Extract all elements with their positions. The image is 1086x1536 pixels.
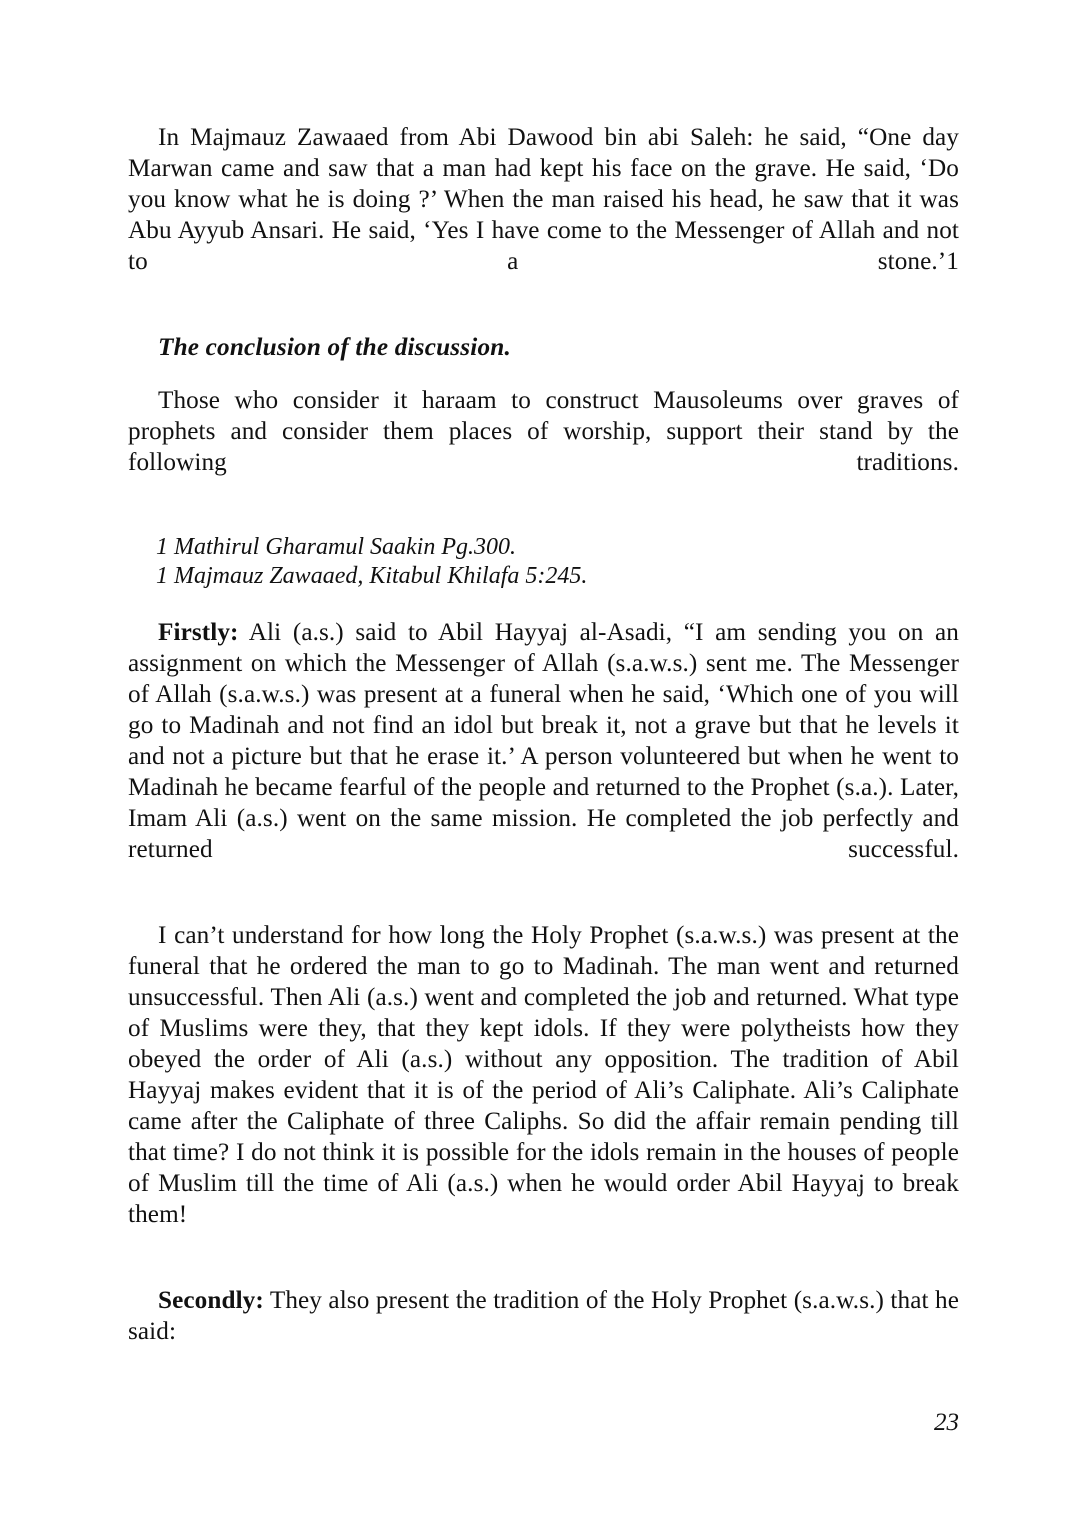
paragraph-i-cant-understand: I can’t understand for how long the Holy Prophet (s.a.w.s.) was present at the funeral that he ordered the man to go to Madinah. The man went and returned unsuccessful. Then Ali (a.s.) went and completed the job and returned. What type of Muslims were they, that they kept idols. If they were polytheists how they obeyed the order of Ali (a.s.) without any opposition. The tradition of Abil Hayyaj makes evident that it is of the period of Ali’s Caliphate. Ali’s Caliphate came after the Caliphate of three Caliphs. So did the affair remain pending till that time? I do not think it is possible for the idols remain in the houses of people of Muslim till the time of Ali (a.s.) when he would order Abil Hayyaj to break them! xyxy=(128,922,959,1228)
paragraph-secondly xyxy=(128,1285,959,1378)
heading-conclusion-of-discussion: The conclusion of the discussion. xyxy=(158,334,511,361)
paragraph-majmauz-zawaaed: In Majmauz Zawaaed from Abi Dawood bin abi Saleh: he said, “One day Marwan came and saw that a man had kept his face on the grave. He said, ‘Do you know what he is doing ?’ When the man raised his head, he saw that it was Abu Ayyub Ansari. He said, ‘Yes I have come to the Messenger of Allah and not to a stone.’1 xyxy=(128,124,959,275)
paragraph-firstly-body: Ali (a.s.) said to Abil Hayyaj al-Asadi, “I am sending you on an assignment on which the Messenger of Allah (s.a.w.s.) sent me. The Messenger of Allah (s.a.w.s.) was present at a funeral when he said, ‘Which one of you will go to Madinah and not find an idol but break it, not a grave but that he levels it and not a picture but that he erase it.’ A person volunteered but when he went to Madinah he became fearful of the people and returned to the Prophet (s.a.). Later, Imam Ali (a.s.) went on the same mission. He completed the job perfectly and returned successful. xyxy=(128,619,959,863)
paragraph-secondly-body: They also present the tradition of the Holy Prophet (s.a.w.s.) that he said: xyxy=(128,1287,959,1345)
footnote-list xyxy=(128,533,959,591)
footnote-item-2: 1 Majmauz Zawaaed, Kitabul Khilafa 5:245. xyxy=(156,563,588,589)
page-number: 23 xyxy=(934,1409,959,1436)
paragraph-lead-secondly: Secondly: xyxy=(158,1287,264,1314)
footnote-item-1: 1 Mathirul Gharamul Saakin Pg.300. xyxy=(156,534,516,560)
paragraph-those-who-consider: Those who consider it haraam to construct Mausoleums over graves of prophets and consider them places of worship, support their stand by the following traditions. xyxy=(128,387,959,476)
page-text-block xyxy=(128,122,959,1378)
paragraph-firstly xyxy=(128,617,959,896)
paragraph-lead-firstly: Firstly: xyxy=(158,619,239,646)
